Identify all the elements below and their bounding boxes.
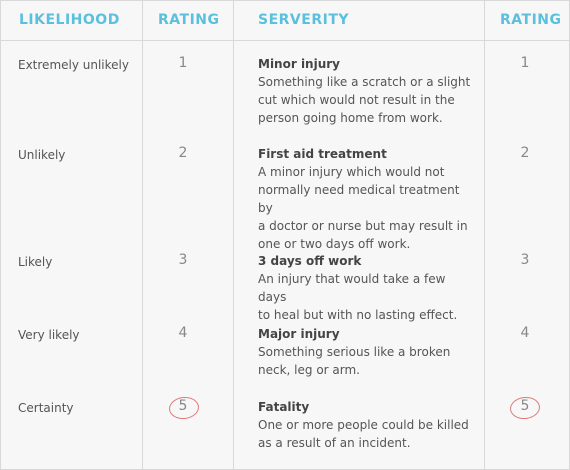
severity-text-line: One or more people could be killed: [258, 418, 469, 432]
severity-title: Fatality: [258, 400, 310, 414]
severity-rating: 5: [520, 398, 530, 414]
severity-text-line: normally need medical treatment by: [258, 183, 460, 215]
severity-title: 3 days off work: [258, 254, 362, 268]
severity-rating: 1: [520, 55, 530, 71]
likelihood-rating: 3: [178, 252, 188, 268]
likelihood-rating: 2: [178, 145, 188, 161]
header-severity: SERVERITY: [258, 12, 350, 28]
likelihood-label: Likely: [18, 255, 53, 269]
severity-text-line: to heal but with no lasting effect.: [258, 308, 458, 322]
severity-description: [258, 398, 473, 452]
severity-rating: 2: [520, 145, 530, 161]
likelihood-label: Unlikely: [18, 148, 66, 162]
severity-text-line: a doctor or nurse but may result in: [258, 219, 468, 233]
severity-text-line: A minor injury which would not: [258, 165, 445, 179]
severity-text-line: Something serious like a broken: [258, 345, 451, 359]
severity-text-line: person going home from work.: [258, 111, 443, 125]
likelihood-label: Very likely: [18, 328, 80, 342]
column-divider: [233, 1, 234, 469]
severity-text-line: neck, leg or arm.: [258, 363, 360, 377]
severity-description: [258, 325, 473, 379]
header-divider: [1, 40, 569, 41]
header-likelihood: LIKELIHOOD: [19, 12, 120, 28]
severity-rating: 3: [520, 252, 530, 268]
severity-description: [258, 145, 473, 253]
severity-text-line: Something like a scratch or a slight: [258, 75, 471, 89]
header-rating-likelihood: RATING: [158, 12, 220, 28]
severity-text-line: cut which would not result in the: [258, 93, 455, 107]
severity-rating: 4: [520, 325, 530, 341]
severity-title: Minor injury: [258, 57, 340, 71]
likelihood-label: Extremely unlikely: [18, 58, 129, 72]
severity-title: First aid treatment: [258, 147, 387, 161]
likelihood-rating: 5: [178, 398, 188, 414]
likelihood-label: Certainty: [18, 401, 74, 415]
severity-text-line: An injury that would take a few days: [258, 272, 446, 304]
likelihood-rating: 4: [178, 325, 188, 341]
severity-title: Major injury: [258, 327, 340, 341]
likelihood-rating: 1: [178, 55, 188, 71]
severity-description: [258, 252, 473, 324]
severity-text-line: as a result of an incident.: [258, 436, 411, 450]
header-rating-severity: RATING: [500, 12, 562, 28]
severity-description: [258, 55, 473, 127]
severity-text-line: one or two days off work.: [258, 237, 411, 251]
